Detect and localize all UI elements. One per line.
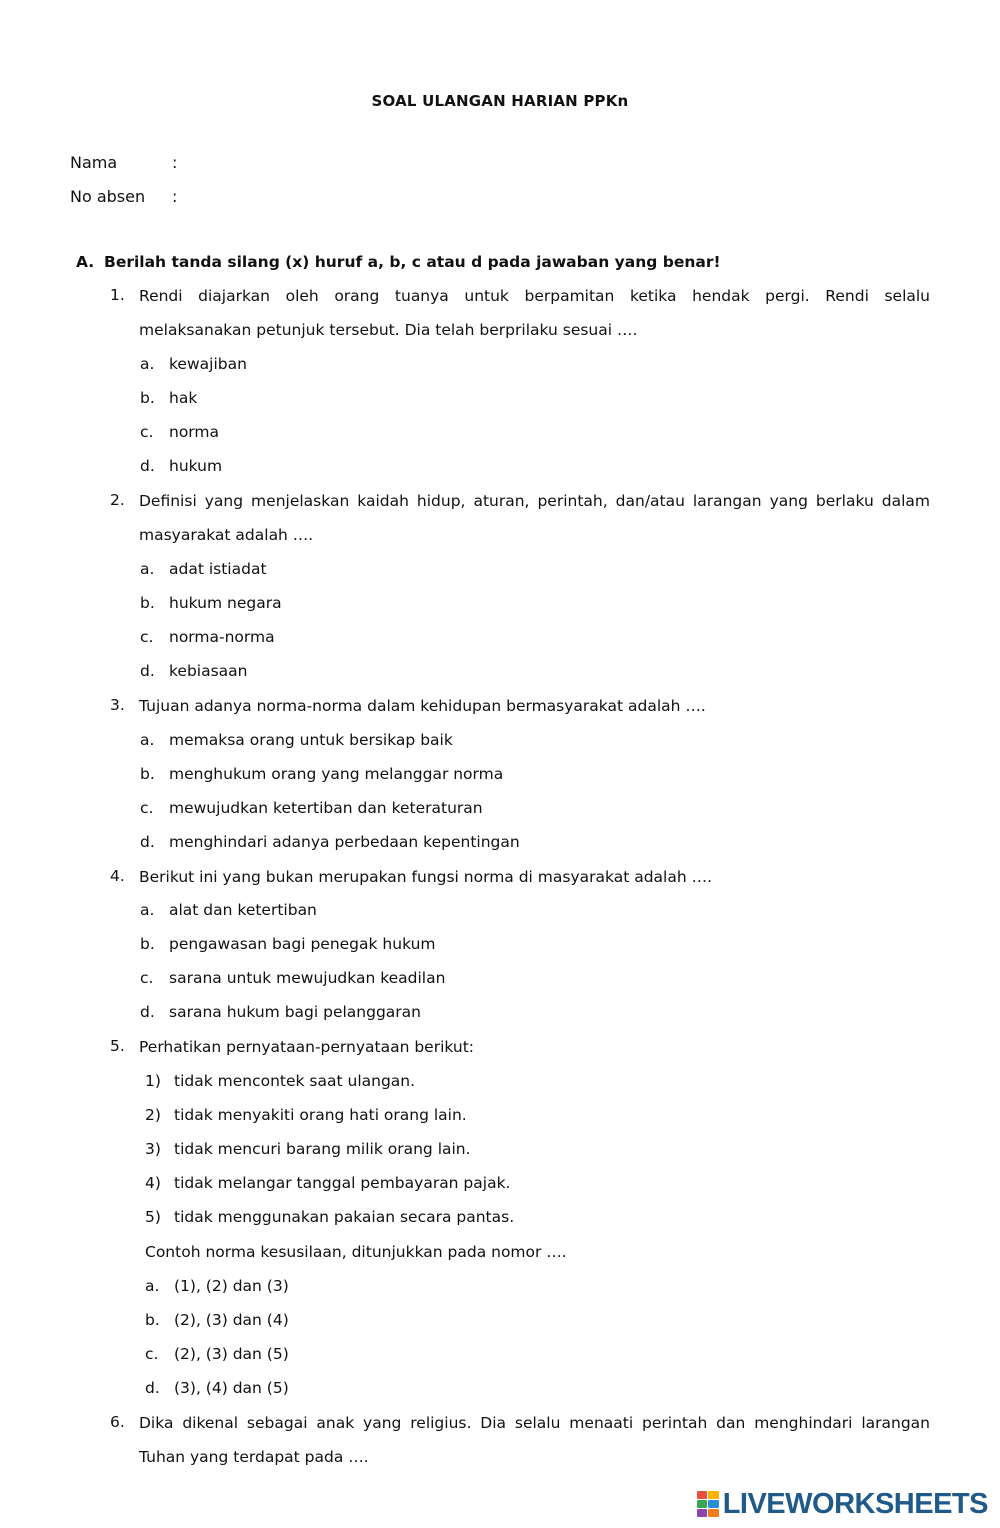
question-number: 2. xyxy=(110,491,125,509)
q5-statement-4 xyxy=(145,1174,510,1192)
option-text: norma xyxy=(169,423,220,441)
q5-statement-3 xyxy=(145,1140,471,1158)
statement-text: tidak melangar tanggal pembayaran pajak. xyxy=(174,1174,511,1192)
statement-number: 4) xyxy=(145,1174,161,1192)
logo-square xyxy=(697,1509,708,1517)
q5-statement-2 xyxy=(145,1106,467,1124)
statement-number: 1) xyxy=(145,1072,161,1090)
statement-number: 2) xyxy=(145,1106,161,1124)
option-letter: d. xyxy=(140,662,155,680)
option-text: kebiasaan xyxy=(169,662,248,680)
q4-option-a[interactable] xyxy=(140,901,317,919)
q2-option-a[interactable] xyxy=(140,560,267,578)
section-a-heading xyxy=(76,253,721,271)
option-letter: b. xyxy=(145,1311,160,1329)
name-separator: : xyxy=(172,153,178,172)
option-letter: c. xyxy=(140,423,154,441)
q5-statement-1 xyxy=(145,1072,415,1090)
q1-option-d[interactable] xyxy=(140,457,222,475)
q5-prompt: Contoh norma kesusilaan, ditunjukkan pada nomor …. xyxy=(145,1243,567,1261)
statement-number: 5) xyxy=(145,1208,161,1226)
option-letter: a. xyxy=(140,901,155,919)
q3-option-c[interactable] xyxy=(140,799,483,817)
option-text: hak xyxy=(169,389,198,407)
q3-option-d[interactable] xyxy=(140,833,520,851)
question-5 xyxy=(110,1030,930,1064)
absen-label: No absen xyxy=(70,187,146,206)
option-letter: c. xyxy=(140,969,154,987)
absen-field xyxy=(70,187,177,206)
question-text: Definisi yang menjelaskan kaidah hidup, aturan, perintah, dan/atau larangan yang berlaku dalam masyarakat adalah …. xyxy=(139,492,930,544)
page-title: SOAL ULANGAN HARIAN PPKn xyxy=(371,92,629,110)
option-letter: b. xyxy=(140,594,155,612)
statement-text: tidak menyakiti orang hati orang lain. xyxy=(174,1106,467,1124)
option-text: norma-norma xyxy=(169,628,275,646)
question-number: 1. xyxy=(110,286,125,304)
option-text: hukum xyxy=(169,457,223,475)
option-text: menghindari adanya perbedaan kepentingan xyxy=(169,833,520,851)
question-number: 6. xyxy=(110,1413,125,1431)
name-label: Nama xyxy=(70,153,118,172)
q1-option-c[interactable] xyxy=(140,423,219,441)
option-letter: a. xyxy=(140,731,155,749)
logo-square xyxy=(697,1500,708,1508)
option-letter: b. xyxy=(140,765,155,783)
option-text: kewajiban xyxy=(169,355,247,373)
option-text: (3), (4) dan (5) xyxy=(174,1379,289,1397)
q5-statement-5 xyxy=(145,1208,514,1226)
option-text: mewujudkan ketertiban dan keteraturan xyxy=(169,799,483,817)
q5-option-b[interactable] xyxy=(145,1311,289,1329)
option-letter: d. xyxy=(140,457,155,475)
question-text: Tujuan adanya norma-norma dalam kehidupan bermasyarakat adalah …. xyxy=(139,697,706,715)
q3-option-a[interactable] xyxy=(140,731,453,749)
question-6 xyxy=(110,1406,930,1474)
q4-option-d[interactable] xyxy=(140,1003,421,1021)
logo-square xyxy=(708,1491,719,1499)
option-text: pengawasan bagi penegak hukum xyxy=(169,935,436,953)
option-text: alat dan ketertiban xyxy=(169,901,317,919)
option-letter: a. xyxy=(140,355,155,373)
question-text: Dika dikenal sebagai anak yang religius. Dia selalu menaati perintah dan menghindari larangan Tuhan yang terdapat pada …. xyxy=(139,1414,930,1466)
q1-option-a[interactable] xyxy=(140,355,247,373)
option-letter: d. xyxy=(140,1003,155,1021)
q2-option-d[interactable] xyxy=(140,662,248,680)
option-letter: a. xyxy=(145,1277,160,1295)
option-text: sarana untuk mewujudkan keadilan xyxy=(169,969,446,987)
question-text: Berikut ini yang bukan merupakan fungsi norma di masyarakat adalah …. xyxy=(139,868,713,886)
logo-square xyxy=(708,1500,719,1508)
question-text: Perhatikan pernyataan-pernyataan berikut: xyxy=(139,1038,475,1056)
question-text: Rendi diajarkan oleh orang tuanya untuk berpamitan ketika hendak pergi. Rendi selalu melaksanakan petunjuk tersebut. Dia telah berprilaku sesuai …. xyxy=(139,287,930,339)
option-letter: c. xyxy=(140,799,154,817)
question-3 xyxy=(110,689,930,723)
option-text: (2), (3) dan (4) xyxy=(174,1311,289,1329)
option-text: menghukum orang yang melanggar norma xyxy=(169,765,504,783)
logo-square xyxy=(697,1491,708,1499)
option-text: memaksa orang untuk bersikap baik xyxy=(169,731,453,749)
question-number: 4. xyxy=(110,867,125,885)
question-number: 5. xyxy=(110,1037,125,1055)
q2-option-c[interactable] xyxy=(140,628,275,646)
option-text: adat istiadat xyxy=(169,560,267,578)
logo-square xyxy=(708,1509,719,1517)
absen-separator: : xyxy=(172,187,178,206)
option-letter: c. xyxy=(145,1345,159,1363)
watermark-text: LIVEWORKSHEETS xyxy=(722,1487,988,1520)
q2-option-b[interactable] xyxy=(140,594,282,612)
statement-text: tidak mencontek saat ulangan. xyxy=(174,1072,416,1090)
statement-number: 3) xyxy=(145,1140,161,1158)
option-text: (1), (2) dan (3) xyxy=(174,1277,289,1295)
q3-option-b[interactable] xyxy=(140,765,503,783)
q5-option-c[interactable] xyxy=(145,1345,289,1363)
option-text: hukum negara xyxy=(169,594,282,612)
q4-option-c[interactable] xyxy=(140,969,445,987)
option-text: sarana hukum bagi pelanggaran xyxy=(169,1003,421,1021)
liveworksheets-logo-icon xyxy=(697,1491,719,1517)
option-letter: d. xyxy=(145,1379,160,1397)
q1-option-b[interactable] xyxy=(140,389,197,407)
question-2 xyxy=(110,484,930,552)
q4-option-b[interactable] xyxy=(140,935,436,953)
section-instruction: Berilah tanda silang (x) huruf a, b, c atau d pada jawaban yang benar! xyxy=(104,253,721,271)
statement-text: tidak menggunakan pakaian secara pantas. xyxy=(174,1208,515,1226)
q5-option-a[interactable] xyxy=(145,1277,289,1295)
question-4 xyxy=(110,860,930,894)
option-letter: b. xyxy=(140,389,155,407)
question-number: 3. xyxy=(110,696,125,714)
question-1 xyxy=(110,279,930,347)
option-letter: d. xyxy=(140,833,155,851)
option-text: (2), (3) dan (5) xyxy=(174,1345,289,1363)
section-letter: A. xyxy=(76,253,95,271)
option-letter: c. xyxy=(140,628,154,646)
q5-option-d[interactable] xyxy=(145,1379,289,1397)
option-letter: b. xyxy=(140,935,155,953)
name-field xyxy=(70,153,177,172)
statement-text: tidak mencuri barang milik orang lain. xyxy=(174,1140,471,1158)
option-letter: a. xyxy=(140,560,155,578)
liveworksheets-watermark[interactable] xyxy=(697,1488,988,1520)
